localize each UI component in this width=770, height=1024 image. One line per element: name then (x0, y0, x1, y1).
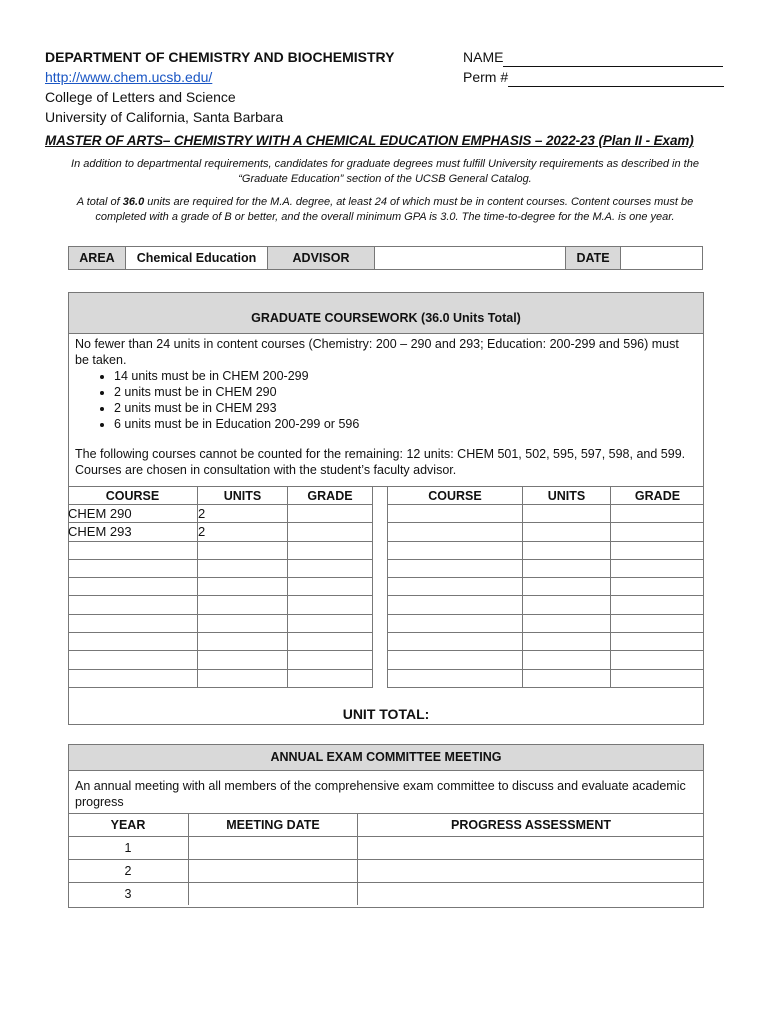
units-cell[interactable] (198, 596, 288, 614)
note-line-3-post: units are required for the M.A. degree, at least 24 of which must be in content courses. Content courses must be (144, 196, 694, 208)
grade-cell[interactable] (288, 523, 373, 541)
spacer-cell (373, 596, 388, 614)
spacer-cell (373, 505, 388, 523)
unit-total-label: UNIT TOTAL: (342, 706, 430, 722)
advisor-label: ADVISOR (268, 247, 375, 270)
col-spacer (373, 487, 388, 505)
spacer-cell (373, 651, 388, 669)
exam-heading: ANNUAL EXAM COMMITTEE MEETING (69, 745, 703, 771)
course-cell[interactable] (68, 578, 198, 596)
requirement-item: • 2 units must be in CHEM 293 (114, 400, 703, 416)
area-label: AREA (69, 247, 126, 270)
meeting-date-cell[interactable] (189, 883, 358, 906)
grade-cell[interactable] (288, 651, 373, 669)
spacer-cell (373, 559, 388, 577)
grade-cell-2[interactable] (611, 633, 705, 651)
units-cell-2[interactable] (523, 541, 611, 559)
intro-line-2: be taken. (75, 353, 127, 367)
exam-table (68, 813, 704, 905)
grade-cell-2[interactable] (611, 559, 705, 577)
name-label: NAME (463, 49, 504, 65)
grade-cell[interactable] (288, 614, 373, 632)
note-line-2: “Graduate Education” section of the UCSB General Catalog. (238, 173, 532, 185)
course-cell-2[interactable] (388, 633, 523, 651)
col-progress: PROGRESS ASSESSMENT (358, 814, 705, 837)
units-cell-2[interactable] (523, 559, 611, 577)
units-cell-2[interactable] (523, 505, 611, 523)
grade-cell-2[interactable] (611, 523, 705, 541)
spacer-cell (373, 633, 388, 651)
grade-cell-2[interactable] (611, 596, 705, 614)
course-cell-2[interactable] (388, 559, 523, 577)
year-cell: 3 (68, 883, 189, 906)
units-cell-2[interactable] (523, 633, 611, 651)
course-cell[interactable] (68, 541, 198, 559)
course-cell-2[interactable] (388, 614, 523, 632)
perm-field-row (463, 67, 724, 87)
table-row (68, 614, 704, 632)
grade-cell[interactable] (288, 669, 373, 687)
course-table (68, 486, 704, 688)
units-cell-2[interactable] (523, 651, 611, 669)
advisor-input[interactable] (375, 247, 566, 270)
exam-table-header (68, 814, 704, 837)
progress-cell[interactable] (358, 837, 705, 860)
course-cell-2[interactable] (388, 505, 523, 523)
grade-cell[interactable] (288, 578, 373, 596)
progress-cell[interactable] (358, 860, 705, 883)
course-cell[interactable] (68, 669, 198, 687)
excluded-line-2: Courses are chosen in consultation with the student’s faculty advisor. (75, 463, 457, 477)
units-cell-2[interactable] (523, 523, 611, 541)
col-grade-2: GRADE (611, 487, 705, 505)
course-cell-2[interactable] (388, 523, 523, 541)
university-name: University of California, Santa Barbara (45, 109, 284, 125)
col-units-2: UNITS (523, 487, 611, 505)
college-name: College of Letters and Science (45, 89, 236, 105)
grade-cell[interactable] (288, 559, 373, 577)
course-cell[interactable]: CHEM 290 (68, 505, 198, 523)
units-cell[interactable] (198, 651, 288, 669)
perm-input[interactable] (508, 71, 724, 87)
area-advisor-table (68, 246, 703, 270)
note-line-3 (45, 195, 725, 210)
meeting-date-cell[interactable] (189, 860, 358, 883)
grade-cell[interactable] (288, 633, 373, 651)
course-cell[interactable] (68, 614, 198, 632)
excluded-courses-note (69, 432, 703, 478)
table-row (68, 578, 704, 596)
units-cell-2[interactable] (523, 578, 611, 596)
col-year: YEAR (68, 814, 189, 837)
grade-cell-2[interactable] (611, 541, 705, 559)
spacer-cell (373, 614, 388, 632)
requirements-list (69, 368, 703, 432)
course-cell-2[interactable] (388, 578, 523, 596)
table-row (68, 505, 704, 523)
intro-line-1: No fewer than 24 units in content courses (Chemistry: 200 – 290 and 293; Education: 200-299 and 596) must (75, 337, 679, 351)
course-cell-2[interactable] (388, 669, 523, 687)
units-cell[interactable]: 2 (198, 523, 288, 541)
table-row (68, 837, 704, 860)
exam-description (69, 771, 703, 810)
table-row (68, 651, 704, 669)
grade-cell-2[interactable] (611, 669, 705, 687)
units-cell-2[interactable] (523, 596, 611, 614)
note-line-4: completed with a grade of B or better, and the overall minimum GPA is 3.0. The time-to-degree for the M.A. is one year. (95, 211, 675, 223)
course-cell[interactable] (68, 596, 198, 614)
units-cell[interactable] (198, 578, 288, 596)
department-url-link[interactable]: http://www.chem.ucsb.edu/ (45, 69, 213, 85)
units-cell[interactable] (198, 633, 288, 651)
course-cell[interactable] (68, 559, 198, 577)
table-row (68, 559, 704, 577)
units-cell-2[interactable] (523, 669, 611, 687)
course-cell[interactable] (68, 633, 198, 651)
name-input[interactable] (503, 51, 723, 67)
note-units-value: 36.0 (122, 196, 145, 208)
table-row (68, 883, 704, 906)
grade-cell[interactable] (288, 505, 373, 523)
col-grade: GRADE (288, 487, 373, 505)
units-cell[interactable]: 2 (198, 505, 288, 523)
grade-cell[interactable] (288, 596, 373, 614)
spacer-cell (373, 523, 388, 541)
excluded-line-1: The following courses cannot be counted for the remaining: 12 units: CHEM 501, 502, 595, 597, 598, and 599. (75, 447, 686, 461)
units-cell[interactable] (198, 669, 288, 687)
course-cell[interactable] (68, 651, 198, 669)
course-cell-2[interactable] (388, 541, 523, 559)
note-line-1: In addition to departmental requirements, candidates for graduate degrees must fulfill University requirements as described in the (71, 158, 699, 170)
col-meeting-date: MEETING DATE (189, 814, 358, 837)
col-units: UNITS (198, 487, 288, 505)
date-input[interactable] (621, 247, 703, 270)
col-course: COURSE (68, 487, 198, 505)
spacer-cell (373, 541, 388, 559)
requirement-item: • 14 units must be in CHEM 200-299 (114, 368, 703, 384)
page-title: MASTER OF ARTS– CHEMISTRY WITH A CHEMICAL EDUCATION EMPHASIS – 2022-23 (Plan II - Exam) (45, 133, 694, 148)
grade-cell-2[interactable] (611, 614, 705, 632)
date-label: DATE (566, 247, 621, 270)
course-table-header (68, 487, 704, 505)
exam-desc-line-1: An annual meeting with all members of the comprehensive exam committee to discuss and evaluate academic (75, 779, 686, 793)
col-course-2: COURSE (388, 487, 523, 505)
table-row (68, 523, 704, 541)
spacer-cell (373, 578, 388, 596)
units-cell[interactable] (198, 614, 288, 632)
table-row (68, 596, 704, 614)
table-row (68, 541, 704, 559)
units-cell[interactable] (198, 541, 288, 559)
note-line-3-pre: A total of (76, 196, 123, 208)
course-cell[interactable]: CHEM 293 (68, 523, 198, 541)
year-cell: 1 (68, 837, 189, 860)
coursework-intro (69, 334, 703, 368)
table-row (68, 669, 704, 687)
grade-cell-2[interactable] (611, 505, 705, 523)
table-row (68, 633, 704, 651)
grade-cell-2[interactable] (611, 578, 705, 596)
exam-desc-line-2: progress (75, 795, 124, 809)
area-value: Chemical Education (126, 247, 268, 270)
year-cell: 2 (68, 860, 189, 883)
department-name: DEPARTMENT OF CHEMISTRY AND BIOCHEMISTRY (45, 49, 395, 65)
grade-cell[interactable] (288, 541, 373, 559)
coursework-heading: GRADUATE COURSEWORK (36.0 Units Total) (69, 293, 703, 334)
course-cell-2[interactable] (388, 651, 523, 669)
grade-cell-2[interactable] (611, 651, 705, 669)
units-cell[interactable] (198, 559, 288, 577)
name-field-row (463, 47, 723, 67)
meeting-date-cell[interactable] (189, 837, 358, 860)
requirement-item: • 2 units must be in CHEM 290 (114, 384, 703, 400)
requirement-item: • 6 units must be in Education 200-299 or 596 (114, 416, 703, 432)
spacer-cell (373, 669, 388, 687)
perm-label: Perm # (463, 69, 509, 85)
units-cell-2[interactable] (523, 614, 611, 632)
table-row (68, 860, 704, 883)
course-cell-2[interactable] (388, 596, 523, 614)
requirements-note (45, 157, 725, 225)
progress-cell[interactable] (358, 883, 705, 906)
